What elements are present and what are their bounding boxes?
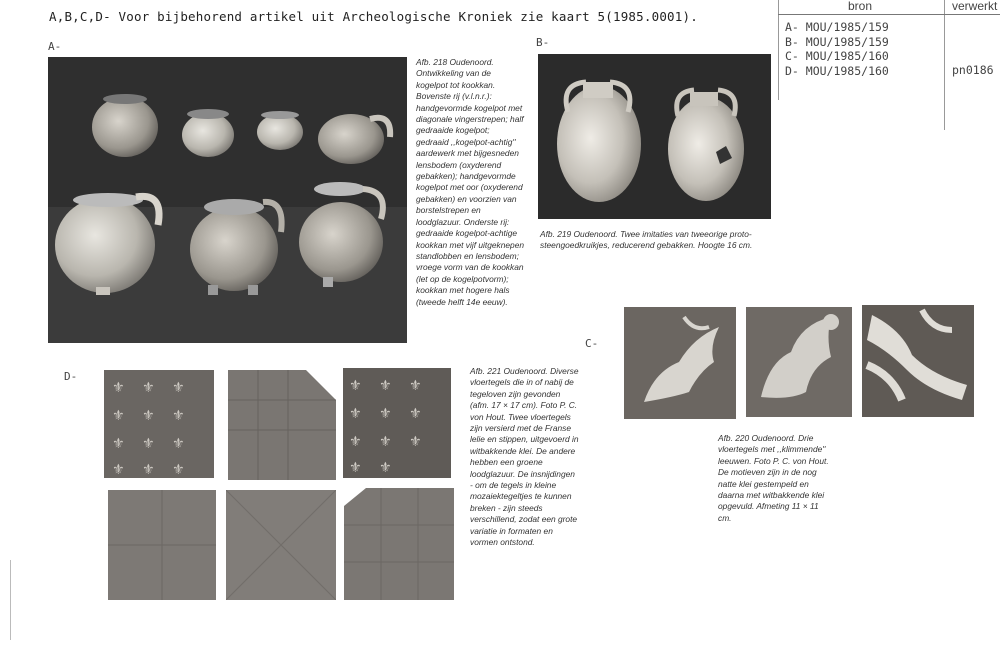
glazed-tile <box>108 490 216 600</box>
section-label-c: C- <box>585 337 599 350</box>
table-header-rule <box>778 14 1000 15</box>
svg-text:⚜: ⚜ <box>379 434 392 450</box>
lion-tile <box>624 307 736 419</box>
svg-text:⚜: ⚜ <box>142 380 155 396</box>
svg-text:⚜: ⚜ <box>349 378 362 394</box>
svg-text:⚜: ⚜ <box>379 460 392 476</box>
caption-afb220: Afb. 220 Oudenoord. Drie vloertegels met ,,klimmende'' leeuwen. Foto P. C. von Hout. De motieven zijn in de nog natte klei gestempeld en daarna met witbakkende klei opgevuld. Afmeting 11 × 11 cm. <box>718 433 829 523</box>
svg-text:⚜: ⚜ <box>142 408 155 424</box>
photo-jugs <box>538 54 771 219</box>
jugs-image <box>538 54 771 219</box>
svg-text:⚜: ⚜ <box>379 406 392 422</box>
svg-text:⚜: ⚜ <box>172 462 185 478</box>
pots-image <box>48 57 407 343</box>
svg-text:⚜: ⚜ <box>172 408 185 424</box>
table-divider <box>778 0 779 100</box>
svg-text:⚜: ⚜ <box>349 460 362 476</box>
verwerkt-column-header: verwerkt <box>952 0 998 13</box>
page-header: A,B,C,D- Voor bijbehorend artikel uit Archeologische Kroniek zie kaart 5(1985.0001). <box>49 9 698 24</box>
svg-text:⚜: ⚜ <box>409 406 422 422</box>
ref-row: C- MOU/1985/160 <box>785 49 889 63</box>
svg-text:⚜: ⚜ <box>349 434 362 450</box>
glazed-tile <box>228 370 336 480</box>
glazed-tile <box>344 488 454 600</box>
svg-text:⚜: ⚜ <box>112 462 125 478</box>
caption-afb218: Afb. 218 Oudenoord. Ontwikkeling van de kogelpot tot kookkan. Bovenste rij (v.l.n.r.): handgevormde kogelpot met diagonale vingerstrepen; half gedraaide kogelpot; gedraaid ,,kogelpot-achtig'' aardewerk met bijgesneden lensbodem (oxyderend gebakken); handgevormde kogelpot met oor (oxyderend gebakken) en voorzien van borstelstrepen en loodglazuur. Onderste rij: gedraaide kogelpot-achtige kookkan met vijf uitgeknepen standlobben en lensbodem; vroege vorm van de kookkan (let op de kogelpotvorm); kookkan met hogere hals (tweede helft 14e eeuw). <box>416 57 525 307</box>
svg-text:⚜: ⚜ <box>172 436 185 452</box>
caption-afb219: Afb. 219 Oudenoord. Twee imitaties van tweeorige proto-steengoedkruikjes, reducerend gebakken. Hoogte 16 cm. <box>540 229 753 251</box>
svg-text:⚜: ⚜ <box>379 378 392 394</box>
section-label-b: B- <box>536 36 550 49</box>
svg-text:⚜: ⚜ <box>112 380 125 396</box>
svg-text:⚜: ⚜ <box>349 406 362 422</box>
photo-pots <box>48 57 407 343</box>
fleur-de-lis-tile <box>104 370 214 478</box>
section-label-d: D- <box>64 370 78 383</box>
ref-row: B- MOU/1985/159 <box>785 34 889 49</box>
svg-text:⚜: ⚜ <box>142 436 155 452</box>
fleur-de-lis-tile <box>343 368 451 478</box>
margin-line <box>10 560 11 640</box>
lion-tile <box>746 307 852 417</box>
svg-text:⚜: ⚜ <box>409 434 422 450</box>
svg-text:⚜: ⚜ <box>112 436 125 452</box>
caption-afb221: Afb. 221 Oudenoord. Diverse vloertegels die in of nabij de tegeloven zijn gevonden (afm. 17 × 17 cm). Foto P. C. von Hout. Twee vloertegels zijn versierd met de Franse lelie en stippen, uitgevoerd in witbakkende klei. De andere hebben een groene loodglazuur. De insnijdingen - om de tegels in kleine mozaiektegeltjes te kunnen breken - zijn steeds verschillend, zodat een grote variatie in formaten en vormen ontstond. <box>470 366 579 548</box>
svg-text:⚜: ⚜ <box>409 378 422 394</box>
ref-row: D- MOU/1985/160 <box>785 63 889 78</box>
svg-text:⚜: ⚜ <box>112 408 125 424</box>
table-divider <box>944 0 945 130</box>
ref-row: A- MOU/1985/159 <box>785 20 889 34</box>
bron-column-header: bron <box>848 0 873 13</box>
svg-text:⚜: ⚜ <box>142 462 155 478</box>
svg-text:⚜: ⚜ <box>172 380 185 396</box>
verwerkt-value: pn0186 <box>952 63 994 77</box>
section-label-a: A- <box>48 40 62 53</box>
ref-list <box>785 20 889 78</box>
glazed-tile <box>226 490 336 600</box>
lion-tile <box>862 305 974 417</box>
